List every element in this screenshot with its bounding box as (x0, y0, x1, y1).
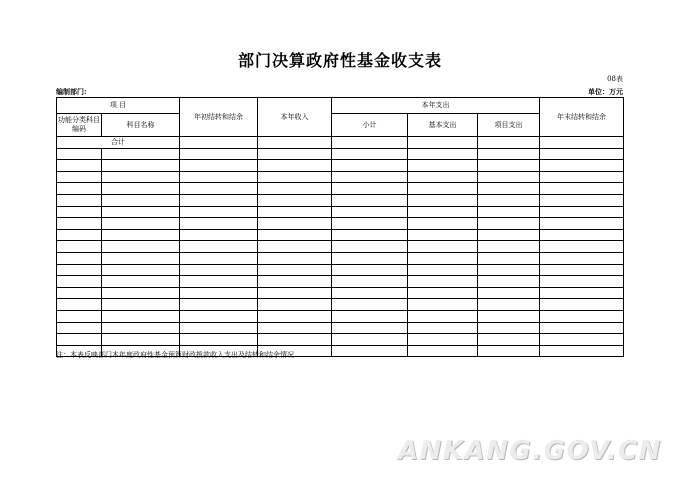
total-row (57, 137, 624, 149)
footnote: 注：本表反映部门本年度政府性基金预算财政拨款收入支出及结转和结余情况 (56, 351, 294, 359)
table-cell (180, 299, 258, 311)
table-cell (180, 218, 258, 230)
header-project: 项目支出 (478, 114, 540, 137)
table-cell (478, 310, 540, 322)
table-cell (540, 241, 624, 253)
table-cell (408, 194, 478, 206)
table-cell (180, 171, 258, 183)
table-cell (540, 183, 624, 195)
table-cell (408, 276, 478, 288)
table-cell (540, 160, 624, 172)
table-cell (102, 206, 180, 218)
table-cell (102, 310, 180, 322)
table-cell (180, 276, 258, 288)
form-number: 08表 (607, 75, 623, 83)
table-cell (102, 148, 180, 160)
table-row (57, 241, 624, 253)
table-cell (102, 241, 180, 253)
table-cell (332, 218, 408, 230)
table-cell (258, 218, 332, 230)
table-cell (258, 287, 332, 299)
total-cell (258, 137, 332, 149)
header-expend: 本年支出 (332, 98, 540, 114)
table-cell (258, 322, 332, 334)
table-cell (478, 345, 540, 357)
table-row (57, 322, 624, 334)
table-cell (332, 229, 408, 241)
table-cell (408, 299, 478, 311)
table-cell (478, 206, 540, 218)
table-cell (332, 276, 408, 288)
table-cell (332, 171, 408, 183)
table-cell (258, 183, 332, 195)
table-row (57, 194, 624, 206)
table-cell (102, 252, 180, 264)
table-cell (408, 334, 478, 346)
table-cell (478, 229, 540, 241)
total-label: 合计 (57, 137, 180, 149)
table-cell (478, 160, 540, 172)
total-cell (180, 137, 258, 149)
table-cell (540, 264, 624, 276)
table-row (57, 183, 624, 195)
table-cell (57, 264, 102, 276)
header-begin-balance: 年初结转和结余 (180, 98, 258, 137)
table-cell (332, 183, 408, 195)
table-cell (408, 206, 478, 218)
table-cell (540, 194, 624, 206)
table-cell (540, 345, 624, 357)
table-cell (408, 171, 478, 183)
table-cell (258, 334, 332, 346)
table-cell (102, 229, 180, 241)
header-basic: 基本支出 (408, 114, 478, 137)
table-cell (258, 206, 332, 218)
table-row (57, 148, 624, 160)
table-cell (180, 241, 258, 253)
table-row (57, 310, 624, 322)
table-cell (57, 334, 102, 346)
table-cell (57, 310, 102, 322)
table-cell (332, 194, 408, 206)
table-cell (540, 252, 624, 264)
header-func-code: 功能分类科目编码 (57, 114, 102, 137)
table-cell (478, 264, 540, 276)
table-cell (258, 264, 332, 276)
table-cell (180, 194, 258, 206)
table-cell (408, 310, 478, 322)
table-cell (57, 183, 102, 195)
total-cell (332, 137, 408, 149)
table-cell (258, 276, 332, 288)
table-cell (478, 287, 540, 299)
table-cell (540, 206, 624, 218)
table-cell (57, 229, 102, 241)
table-cell (180, 229, 258, 241)
table-cell (180, 252, 258, 264)
table-cell (332, 160, 408, 172)
table-cell (332, 334, 408, 346)
table-cell (408, 183, 478, 195)
table-cell (258, 171, 332, 183)
table-cell (332, 206, 408, 218)
table-cell (180, 160, 258, 172)
table-cell (332, 252, 408, 264)
table-cell (540, 299, 624, 311)
table-cell (478, 299, 540, 311)
table-cell (332, 345, 408, 357)
header-subject-name: 科目名称 (102, 114, 180, 137)
table-row (57, 252, 624, 264)
table-cell (408, 241, 478, 253)
site-watermark: ANKANG.GOV.CN (398, 436, 662, 466)
table-cell (258, 160, 332, 172)
fund-table (56, 97, 624, 357)
table-cell (332, 299, 408, 311)
table-cell (478, 218, 540, 230)
table-cell (540, 322, 624, 334)
table-cell (478, 276, 540, 288)
table-row (57, 334, 624, 346)
table-cell (478, 252, 540, 264)
table-cell (408, 264, 478, 276)
table-cell (102, 218, 180, 230)
table-cell (57, 160, 102, 172)
table-cell (408, 229, 478, 241)
table-cell (57, 194, 102, 206)
table-cell (540, 229, 624, 241)
table-cell (57, 171, 102, 183)
total-cell (540, 137, 624, 149)
total-cell (478, 137, 540, 149)
table-cell (102, 160, 180, 172)
total-cell (408, 137, 478, 149)
table-cell (540, 334, 624, 346)
table-cell (332, 241, 408, 253)
table-cell (540, 310, 624, 322)
table-cell (180, 322, 258, 334)
table-cell (102, 299, 180, 311)
table-cell (102, 171, 180, 183)
header-end-balance: 年末结转和结余 (540, 98, 624, 137)
table-cell (180, 310, 258, 322)
table-cell (57, 322, 102, 334)
table-cell (180, 206, 258, 218)
table-cell (408, 287, 478, 299)
table-cell (478, 334, 540, 346)
table-cell (408, 218, 478, 230)
table-cell (478, 171, 540, 183)
table-cell (478, 148, 540, 160)
header-subtotal: 小计 (332, 114, 408, 137)
table-cell (57, 276, 102, 288)
table-cell (102, 183, 180, 195)
table-cell (540, 171, 624, 183)
table-cell (332, 148, 408, 160)
table-cell (478, 183, 540, 195)
table-row (57, 229, 624, 241)
unit-label: 单位：万元 (588, 87, 623, 96)
header-item: 项 目 (57, 98, 180, 114)
table-cell (57, 241, 102, 253)
table-cell (102, 287, 180, 299)
table-cell (408, 345, 478, 357)
table-row (57, 218, 624, 230)
table-row (57, 171, 624, 183)
table-cell (180, 183, 258, 195)
table-cell (258, 252, 332, 264)
table-cell (57, 148, 102, 160)
table-cell (180, 287, 258, 299)
table-cell (258, 241, 332, 253)
table-cell (408, 160, 478, 172)
table-row (57, 299, 624, 311)
table-cell (57, 252, 102, 264)
table-cell (258, 299, 332, 311)
table-cell (332, 264, 408, 276)
table-cell (180, 148, 258, 160)
table-cell (540, 148, 624, 160)
table-cell (332, 310, 408, 322)
table-cell (408, 322, 478, 334)
table-cell (102, 334, 180, 346)
table-cell (57, 287, 102, 299)
table-cell (57, 218, 102, 230)
table-cell (258, 194, 332, 206)
table-cell (258, 148, 332, 160)
table-cell (57, 299, 102, 311)
table-cell (102, 276, 180, 288)
table-cell (102, 194, 180, 206)
table-cell (258, 229, 332, 241)
table-cell (57, 206, 102, 218)
header-income: 本年收入 (258, 98, 332, 137)
table-cell (180, 334, 258, 346)
table-row (57, 287, 624, 299)
table-cell (540, 218, 624, 230)
table-cell (332, 322, 408, 334)
department-label: 编制部门: (56, 87, 87, 96)
table-cell (478, 322, 540, 334)
table-cell (102, 264, 180, 276)
table-cell (408, 148, 478, 160)
table-cell (258, 310, 332, 322)
table-cell (540, 276, 624, 288)
table-cell (102, 322, 180, 334)
table-row (57, 264, 624, 276)
table-cell (478, 241, 540, 253)
table-row (57, 276, 624, 288)
table-cell (180, 264, 258, 276)
table-row (57, 160, 624, 172)
table-cell (540, 287, 624, 299)
table-cell (408, 252, 478, 264)
table-cell (332, 287, 408, 299)
table-row (57, 206, 624, 218)
table-cell (478, 194, 540, 206)
page-title: 部门决算政府性基金收支表 (237, 51, 442, 70)
